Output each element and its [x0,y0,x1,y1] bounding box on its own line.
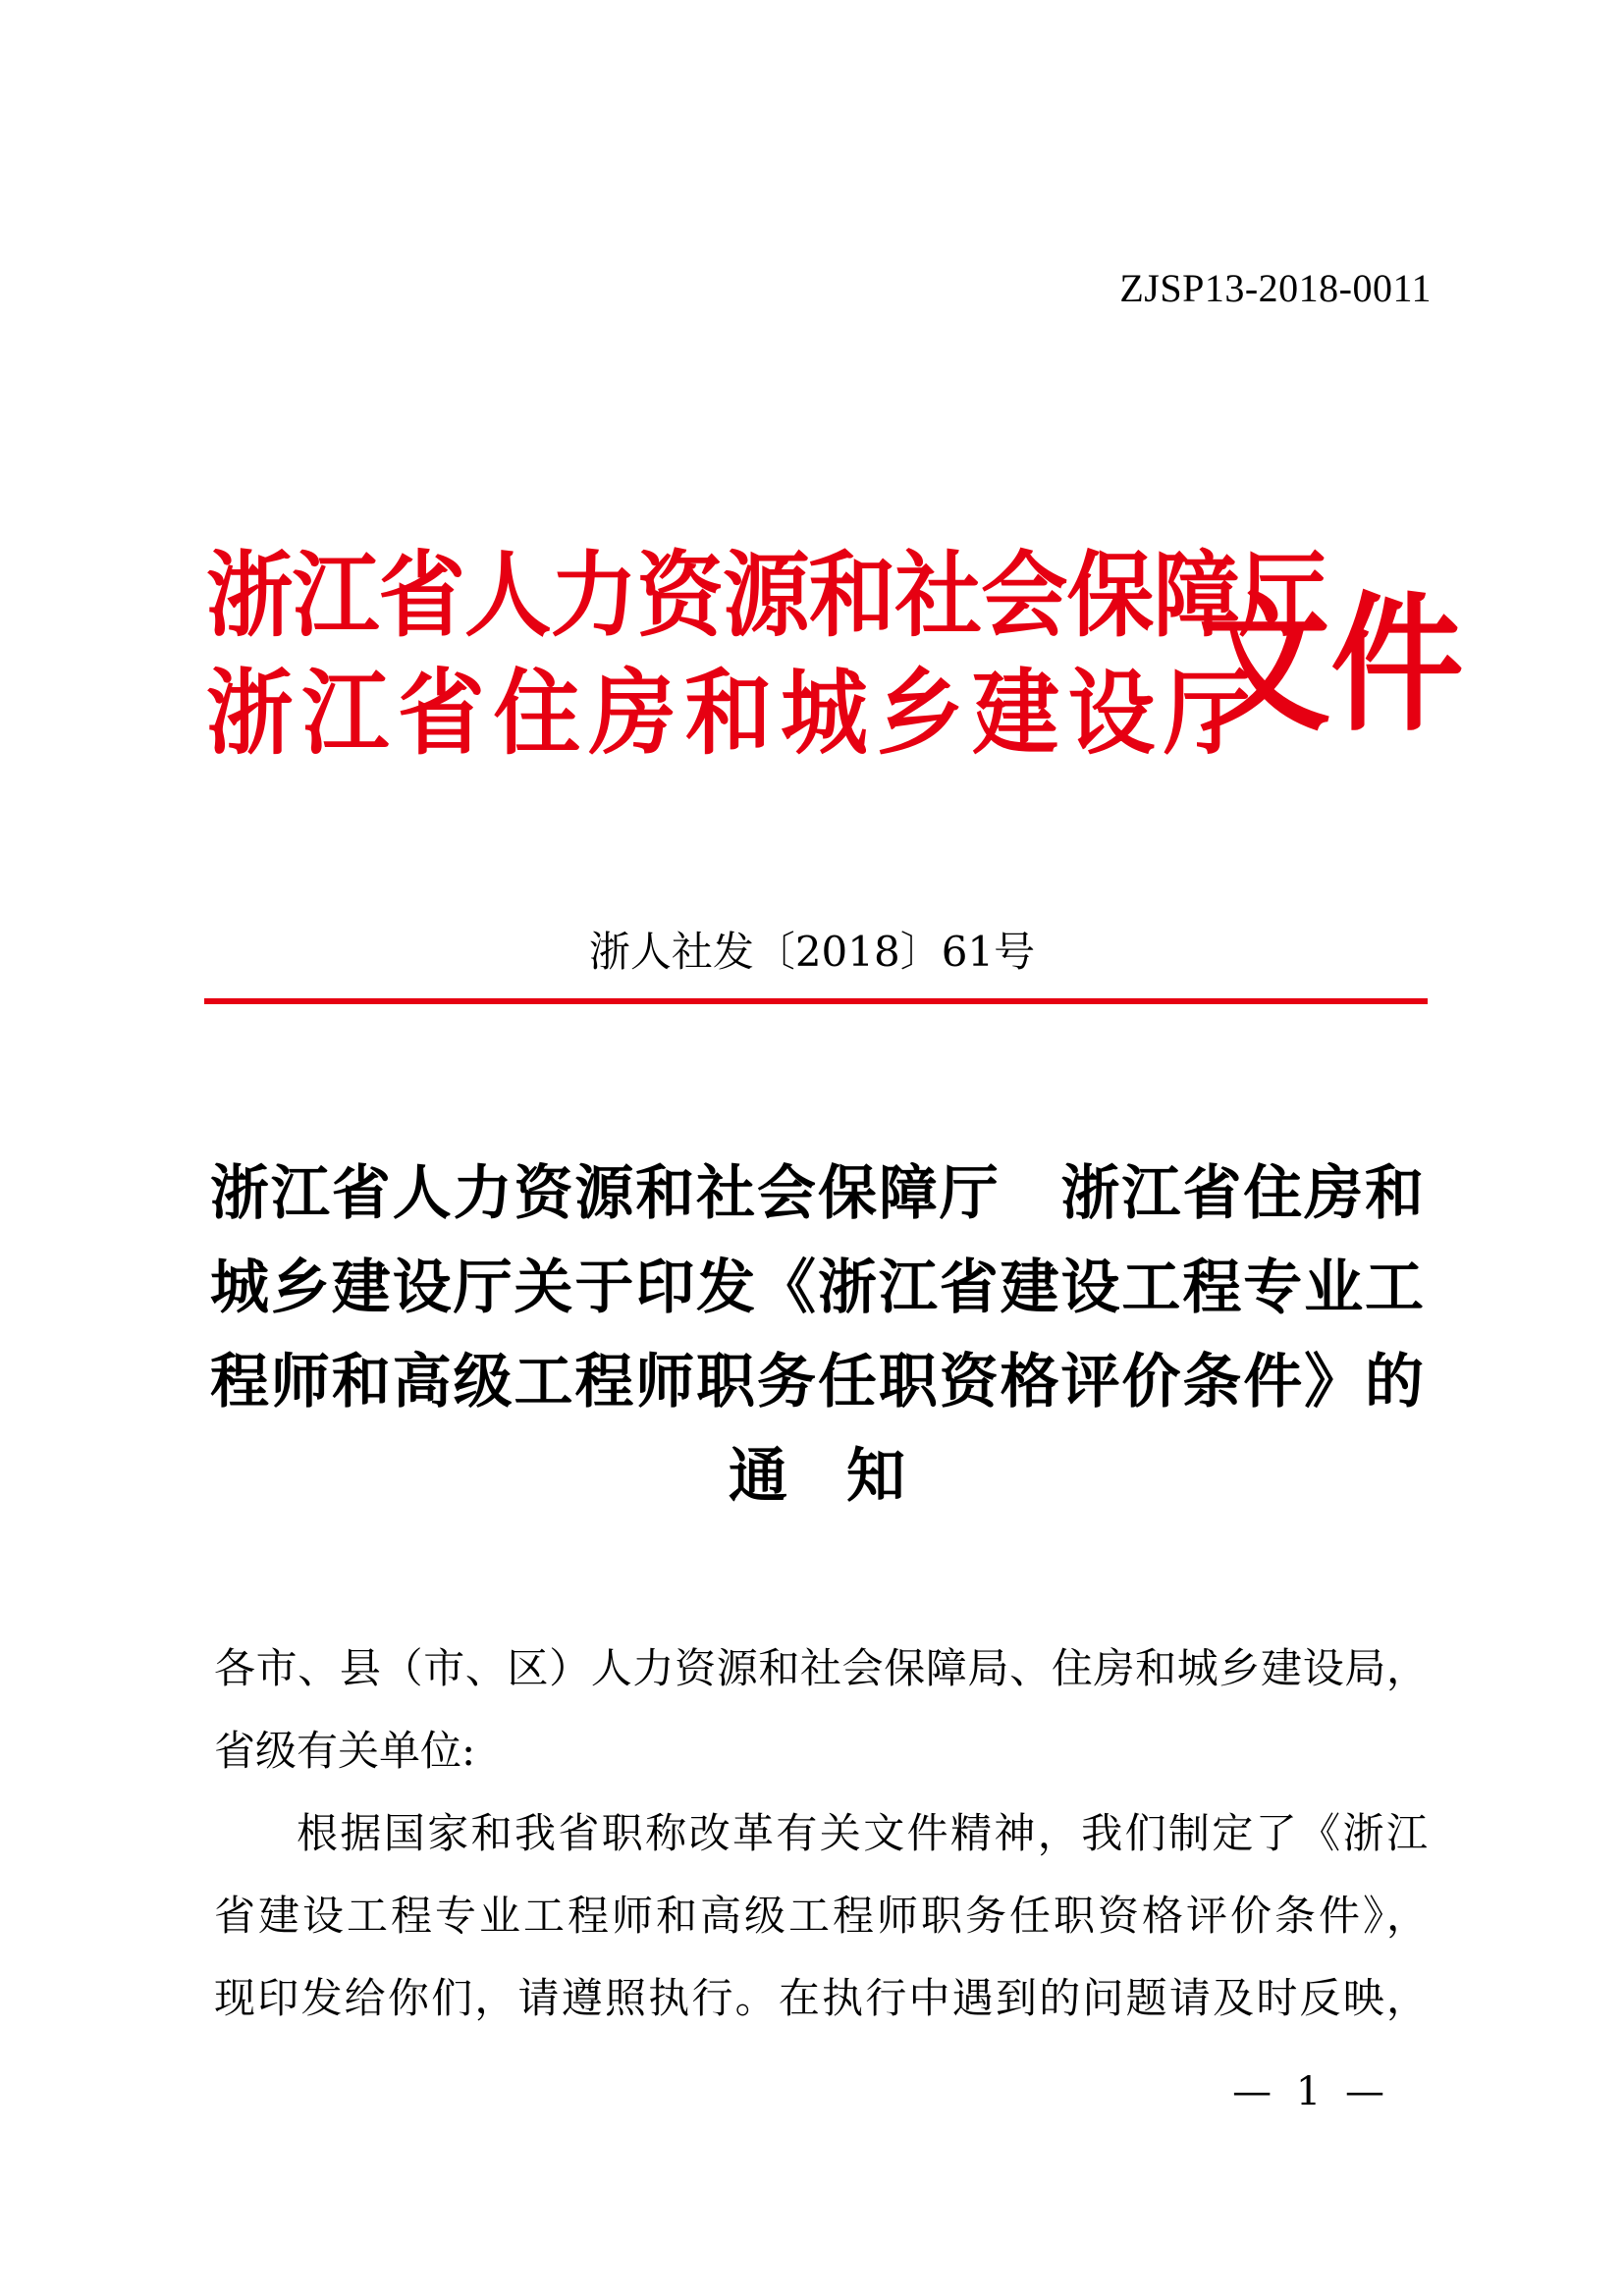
title-line: 城乡建设厅关于印发《浙江省建设工程专业工 [210,1254,1424,1322]
document-code: ZJSP13-2018-0011 [1119,266,1432,310]
header-red-rule [204,998,1428,1004]
paragraph-line: 根据国家和我省职称改革有关文件精神，我们制定了《浙江 [297,1809,1428,1857]
page-number: — 1 — [1232,2069,1390,2114]
issuer-header [206,530,1464,775]
title-line: 程师和高级工程师职务任职资格评价条件》的 [210,1348,1424,1416]
salutation-line: 各市、县（市、区）人力资源和社会保障局、住房和城乡建设局， [214,1644,1428,1692]
document-body [214,1628,1428,2040]
salutation-line: 省级有关单位: [214,1727,476,1775]
title-line-notice: 通知 [729,1442,964,1511]
document-number: 浙人社发〔2018〕61号 [588,928,1036,976]
issuer-name-hrss: 浙江省人力资源和社会保障厅 [206,542,1326,651]
document-title [210,1147,1424,1523]
issuer-name-housing: 浙江省住房和城乡建设厅 [206,660,1260,769]
paragraph-line: 现印发给你们，请遵照执行。在执行中遇到的问题请及时反映， [214,1974,1428,2022]
issuer-suffix: 文件 [1198,577,1464,752]
title-line: 浙江省人力资源和社会保障厅 浙江省住房和 [210,1159,1424,1228]
paragraph-line: 省建设工程专业工程师和高级工程师职务任职资格评价条件》， [214,1892,1428,1940]
